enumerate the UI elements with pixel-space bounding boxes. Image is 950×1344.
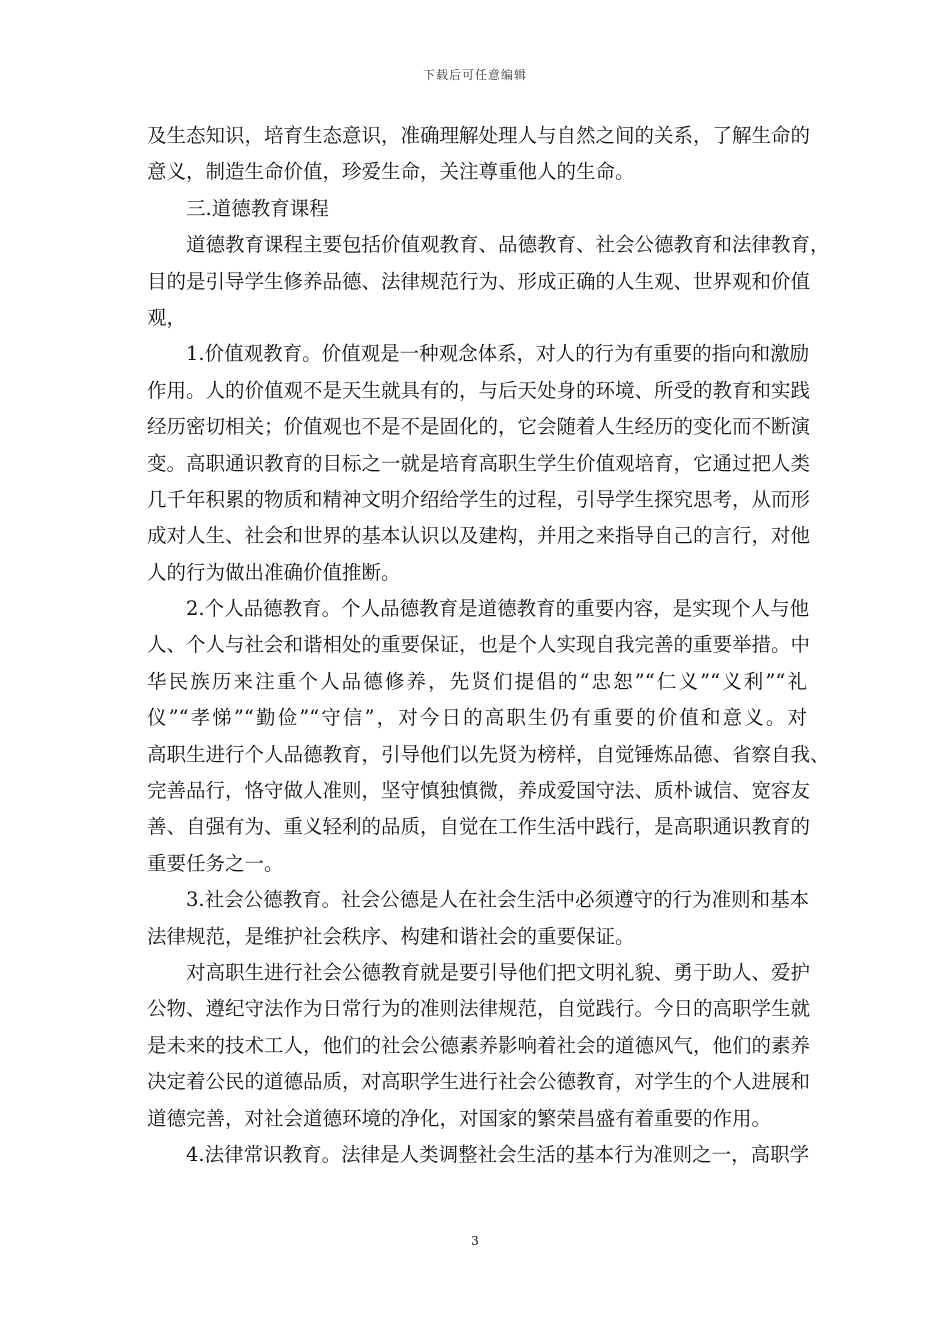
text-line: 目的是引导学生修养品德、法律规范行为、形成正确的人生观、世界观和价值: [147, 269, 811, 293]
text-line: 经历密切相关；价值观也不是不是固化的，它会随着人生经历的变化而不断演: [147, 415, 811, 439]
text-line: 高职生进行个人品德教育，引导他们以先贤为榜样，自觉锤炼品德、省察自我、: [147, 742, 830, 766]
text-line: 3.社会公德教育。社会公德是人在社会生活中必须遵守的行为准则和基本: [186, 888, 810, 912]
text-line: 仪”“孝悌”“勤俭”“守信”，对今日的高职生仍有重要的价值和意义。对: [147, 706, 807, 730]
text-line: 成对人生、社会和世界的基本认识以及建构，并用之来指导自己的言行，对他: [147, 524, 811, 548]
text-line: 对高职生进行社会公德教育就是要引导他们把文明礼貌、勇于助人、爱护: [186, 960, 811, 984]
text-line: 意义，制造生命价值，珍爱生命，关注尊重他人的生命。: [147, 160, 635, 184]
section-heading: 三.道德教育课程: [186, 196, 329, 220]
text-line: 道德完善，对社会道德环境的净化，对国家的繁荣昌盛有着重要的作用。: [147, 1106, 772, 1130]
text-line: 是未来的技术工人，他们的社会公德素养影响着社会的道德风气，他们的素养: [147, 1033, 811, 1057]
text-line: 华民族历来注重个人品德修养，先贤们提倡的“忠恕”“仁义”“义利”“礼: [147, 669, 807, 693]
text-line: 4.法律常识教育。法律是人类调整社会生活的基本行为准则之一，高职学: [186, 1142, 810, 1166]
text-line: 法律规范，是维护社会秩序、构建和谐社会的重要保证。: [147, 924, 635, 948]
text-line: 作用。人的价值观不是天生就具有的，与后天处身的环境、所受的教育和实践: [147, 378, 811, 402]
text-line: 道德教育课程主要包括价值观教育、品德教育、社会公德教育和法律教育，: [186, 233, 830, 257]
text-line: 人的行为做出准确价值推断。: [147, 560, 401, 584]
text-line: 变。高职通识教育的目标之一就是培育高职生学生价值观培育，它通过把人类: [147, 451, 811, 475]
text-line: 重要任务之一。: [147, 851, 284, 875]
document-body: [147, 118, 830, 1173]
text-line: 完善品行，恪守做人准则，坚守慎独慎微，养成爱国守法、质朴诚信、宽容友: [147, 779, 811, 803]
text-line: 决定着公民的道德品质，对高职学生进行社会公德教育，对学生的个人进展和: [147, 1070, 811, 1094]
text-line: 人、个人与社会和谐相处的重要保证，也是个人实现自我完善的重要举措。中: [147, 633, 811, 657]
text-line: 几千年积累的物质和精神文明介绍给学生的过程，引导学生探究思考，从而形: [147, 487, 811, 511]
text-line: 1.价值观教育。价值观是一种观念体系，对人的行为有重要的指向和激励: [186, 342, 810, 366]
text-line: 2.个人品德教育。个人品德教育是道德教育的重要内容，是实现个人与他: [186, 597, 810, 621]
text-line: 公物、遵纪守法作为日常行为的准则法律规范，自觉践行。今日的高职学生就: [147, 997, 811, 1021]
text-line: 观，: [147, 305, 187, 329]
text-line: 及生态知识，培育生态意识，准确理解处理人与自然之间的关系，了解生命的: [147, 124, 811, 147]
page-number: 3: [471, 1234, 479, 1248]
page-header: 下载后可任意编辑: [422, 68, 527, 82]
text-line: 善、自强有为、重义轻利的品质，自觉在工作生活中践行，是高职通识教育的: [147, 815, 811, 839]
